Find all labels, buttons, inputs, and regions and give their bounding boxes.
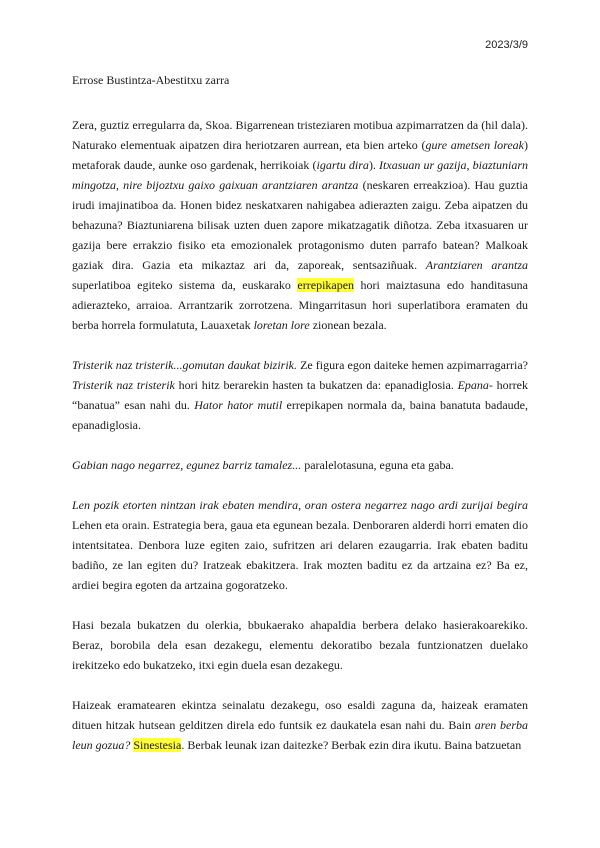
paragraph-6 bbox=[72, 695, 528, 755]
quote-italic: igartu dira bbox=[316, 158, 369, 172]
text-run: Haizeak eramatearen ekintza seinalatu dezakegu, oso esaldi zaguna da, haizeak eramaten dituen hitzak hutsean gelditzen direla edo funtsik ez daukatela esan nahi du. Bain bbox=[72, 698, 528, 732]
highlighted-term: Sinestesia bbox=[133, 738, 182, 752]
text-run: hori maiztasuna edo handitasuna adierazteko, arraioa. Arrantzarik zorrotzena. Mingarritasun hori superlatibora eramaten du berba horrela formulatuta, Lauaxetak bbox=[72, 278, 528, 332]
quote-italic: Gabian nago negarrez, egunez barriz tamalez... bbox=[72, 458, 302, 472]
text-run: superlatiboa egiteko sistema da, euskarako bbox=[72, 278, 298, 292]
paragraph-2 bbox=[72, 355, 528, 435]
paragraph-3 bbox=[72, 455, 528, 475]
quote-italic: Itxasuan ur gazija, biaztuniarn mingotza, nire bijoztxu gaixo gaixuan arantziaren arantza bbox=[72, 158, 528, 192]
text-run: paralelotasuna, eguna eta gaba. bbox=[301, 458, 454, 472]
text-run: (neskaren erreakzioa). Hau guztia irudi imajinatiboa da. Honen bidez neskatxaren nahigabea adierazten zaigu. Zeba aipatzen du behazuna? Biaztuniarena bilisak uzten duen zapore mikatzagatik diñotza. Zeba itxasuaren ur gazija bere errakzio fisiko eta emozionalek protagonismo duten parrafo batean? Malkoak gaziak dira. Gazia eta mikaztaz ari da, zaporeak, sentsaziñuak. bbox=[72, 178, 528, 272]
text-run: hori hitz berarekin hasten ta bukatzen da: epanadiglosia. bbox=[174, 378, 458, 392]
document-title: Errose Bustintza-Abestitxu zarra bbox=[72, 73, 230, 87]
document-body bbox=[72, 115, 528, 775]
text-run: ). bbox=[368, 158, 380, 172]
quote-italic: loretan lore bbox=[253, 318, 310, 332]
text-run: horrek “banatua” esan nahi du. bbox=[72, 378, 528, 412]
quote-italic: Tristerik naz tristerik...gomutan daukat bizirik. bbox=[72, 358, 297, 372]
quote-italic: Arantziaren arantza bbox=[425, 258, 529, 272]
quote-italic: aren berba leun gozua? bbox=[72, 718, 528, 752]
text-run: . Berbak leunak izan daitezke? Berbak ezin dira ikutu. Baina batzuetan bbox=[181, 738, 522, 752]
text-run: Ze figura egon daiteke hemen azpimarragarria? bbox=[296, 358, 528, 372]
quote-italic: Tristerik naz tristerik bbox=[72, 378, 175, 392]
text-run: ) metaforak daude, aunke oso gardenak, herrikoiak ( bbox=[72, 138, 528, 172]
paragraph-1 bbox=[72, 115, 528, 335]
paragraph-5: Hasi bezala bukatzen du olerkia, bbukaerako ahapaldia berbera delako hasierakoarekiko. Beraz, borobila dela esan dezakegu, elementu dekoratibo bezala funtzionatzen duelako irekitzeko edo bukatzeko, itxi egin duela esan dezakegu. bbox=[72, 618, 528, 672]
quote-italic: gure ametsen loreak bbox=[425, 138, 524, 152]
quote-italic: Epana- bbox=[457, 378, 493, 392]
text-run: Zera, guztiz erregularra da, Skoa. Bigarrenean tristeziaren motibua azpimarratzen da (hil dala). Naturako elementuak aipatzen dira heriotzaren aurrean, eta bien arteko ( bbox=[72, 118, 528, 152]
paragraph-4 bbox=[72, 495, 528, 595]
text-run: zionean bezala. bbox=[309, 318, 387, 332]
text-run: Lehen eta orain. Estrategia bera, gaua eta egunean bezala. Denboraren alderdi horri ematen dio intentsitatea. Denbora luze egiten zaio, sufritzen ari delaren ezaugarria. Irak ebaten baditu badiño, ze lan egiten du? Iratzeak ebakitzera. Irak mozten baditu ez da artzaina ez? Ba ez, ardiei begira egoten da artzaina gogoratzeko. bbox=[72, 518, 528, 592]
text-run: errepikapen normala da, baina banatuta badaude, epanadiglosia. bbox=[72, 398, 528, 432]
quote-italic: Hator hator mutil bbox=[194, 398, 283, 412]
document-date: 2023/3/9 bbox=[485, 39, 528, 51]
highlighted-term: errepikapen bbox=[297, 278, 355, 292]
quote-italic: Len pozik etorten nintzan irak ebaten mendira, oran ostera negarrez nago ardi zurijai begira bbox=[72, 498, 528, 512]
